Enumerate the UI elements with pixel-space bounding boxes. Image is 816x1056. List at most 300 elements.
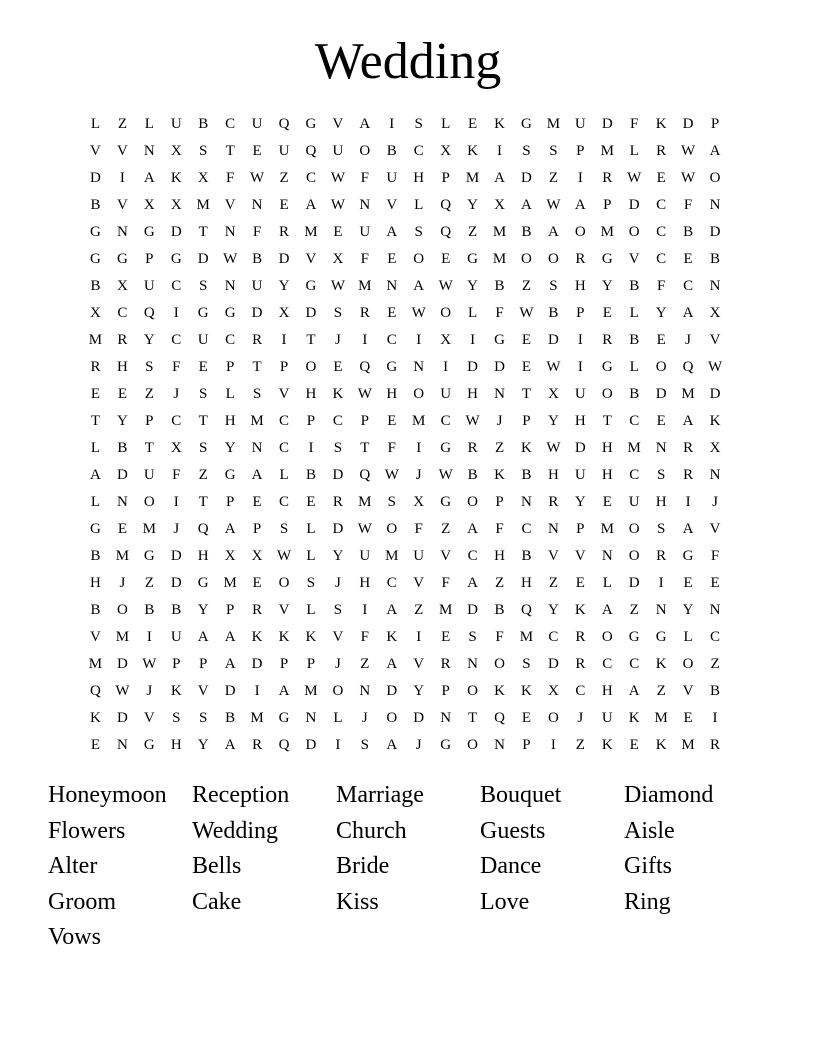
grid-letter[interactable]: N [143,143,155,159]
grid-letter[interactable]: D [170,548,182,564]
grid-letter[interactable]: O [386,710,398,726]
grid-letter[interactable]: K [494,683,505,699]
grid-letter[interactable]: W [707,359,723,375]
grid-letter[interactable]: E [387,251,397,267]
grid-letter[interactable]: W [411,305,426,321]
grid-letter[interactable]: C [629,656,640,672]
grid-letter[interactable]: N [709,278,721,294]
grid-letter[interactable]: G [467,251,479,267]
grid-letter[interactable]: B [90,278,101,294]
grid-letter[interactable]: F [360,170,370,186]
grid-letter[interactable]: I [443,359,449,375]
grid-letter[interactable]: A [224,656,236,672]
grid-letter[interactable]: Q [521,602,532,618]
grid-letter[interactable]: H [574,413,586,429]
grid-letter[interactable]: K [521,683,532,699]
grid-letter[interactable]: X [413,494,425,510]
grid-letter[interactable]: V [278,602,290,618]
grid-letter[interactable]: U [413,548,425,564]
grid-letter[interactable]: Q [359,359,371,375]
grid-letter[interactable]: P [252,521,262,537]
grid-letter[interactable]: U [440,386,452,402]
grid-letter[interactable]: L [306,521,316,537]
grid-letter[interactable]: P [279,656,289,672]
grid-letter[interactable]: N [251,440,263,456]
grid-letter[interactable]: D [90,170,101,186]
grid-letter[interactable]: D [547,332,559,348]
grid-letter[interactable]: M [196,197,210,213]
grid-letter[interactable]: B [548,305,559,321]
grid-letter[interactable]: D [709,386,721,402]
grid-letter[interactable]: M [304,224,318,240]
grid-letter[interactable]: J [712,494,718,510]
grid-letter[interactable]: D [413,710,425,726]
grid-letter[interactable]: O [359,143,371,159]
grid-letter[interactable]: H [467,386,479,402]
grid-letter[interactable]: H [386,386,398,402]
grid-letter[interactable]: A [709,143,721,159]
grid-letter[interactable]: Q [440,197,452,213]
grid-letter[interactable]: S [522,656,531,672]
grid-letter[interactable]: K [305,629,317,645]
grid-letter[interactable]: M [223,575,237,591]
grid-letter[interactable]: L [90,116,101,132]
grid-letter[interactable]: R [656,548,667,564]
grid-letter[interactable]: F [495,629,504,645]
grid-letter[interactable]: O [494,656,505,672]
grid-letter[interactable]: F [683,197,693,213]
grid-letter[interactable]: M [438,602,453,618]
grid-letter[interactable]: M [681,386,695,402]
grid-letter[interactable]: Y [547,413,559,429]
grid-letter[interactable]: P [495,494,504,510]
grid-letter[interactable]: S [199,440,208,456]
grid-letter[interactable]: Y [467,197,479,213]
grid-letter[interactable]: P [306,656,316,672]
grid-letter[interactable]: T [90,413,101,429]
grid-letter[interactable]: W [357,386,372,402]
grid-letter[interactable]: S [333,602,343,618]
grid-letter[interactable]: V [547,548,559,564]
grid-letter[interactable]: R [575,656,586,672]
grid-letter[interactable]: R [252,737,263,753]
grid-letter[interactable]: G [601,251,613,267]
grid-letter[interactable]: U [574,386,586,402]
grid-letter[interactable]: H [494,548,505,564]
grid-letter[interactable]: G [143,224,155,240]
grid-letter[interactable]: Z [441,521,451,537]
grid-letter[interactable]: I [577,359,583,375]
grid-letter[interactable]: W [546,197,561,213]
grid-letter[interactable]: S [414,224,423,240]
grid-letter[interactable]: A [413,278,425,294]
grid-letter[interactable]: G [90,224,101,240]
grid-letter[interactable]: G [224,467,236,483]
grid-letter[interactable]: P [603,197,612,213]
grid-letter[interactable]: N [224,224,236,240]
grid-letter[interactable]: Y [224,440,236,456]
grid-letter[interactable]: S [172,710,181,726]
grid-letter[interactable]: B [521,467,532,483]
grid-letter[interactable]: I [577,332,583,348]
grid-letter[interactable]: V [332,116,344,132]
grid-letter[interactable]: X [494,197,505,213]
grid-letter[interactable]: Z [144,386,154,402]
grid-letter[interactable]: D [628,197,640,213]
grid-letter[interactable]: R [440,656,451,672]
grid-letter[interactable]: K [628,710,640,726]
grid-letter[interactable]: A [197,629,209,645]
grid-letter[interactable]: W [330,170,345,186]
grid-letter[interactable]: M [358,278,372,294]
grid-letter[interactable]: Y [278,278,290,294]
grid-letter[interactable]: D [305,305,317,321]
grid-letter[interactable]: F [710,548,720,564]
grid-letter[interactable]: X [251,548,263,564]
grid-letter[interactable]: A [386,224,398,240]
grid-letter[interactable]: T [521,386,532,402]
grid-letter[interactable]: U [143,278,155,294]
grid-letter[interactable]: Z [198,467,208,483]
grid-letter[interactable]: Z [548,575,558,591]
grid-letter[interactable]: T [468,710,478,726]
grid-letter[interactable]: V [709,332,721,348]
grid-letter[interactable]: B [198,116,209,132]
grid-letter[interactable]: E [117,386,127,402]
grid-letter[interactable]: U [574,467,586,483]
grid-letter[interactable]: G [521,116,532,132]
grid-letter[interactable]: U [359,224,371,240]
grid-letter[interactable]: B [225,710,236,726]
grid-letter[interactable]: J [334,332,341,348]
grid-letter[interactable]: V [440,548,452,564]
grid-letter[interactable]: L [306,548,316,564]
grid-letter[interactable]: P [522,737,531,753]
grid-letter[interactable]: N [116,494,128,510]
grid-letter[interactable]: O [709,170,721,186]
grid-letter[interactable]: X [116,278,128,294]
grid-letter[interactable]: M [654,710,668,726]
grid-letter[interactable]: Z [494,440,505,456]
grid-letter[interactable]: G [143,548,155,564]
grid-letter[interactable]: R [602,332,613,348]
grid-letter[interactable]: C [305,170,316,186]
grid-letter[interactable]: K [655,116,667,132]
grid-letter[interactable]: V [413,575,425,591]
grid-letter[interactable]: T [360,440,370,456]
grid-letter[interactable]: H [224,413,236,429]
grid-letter[interactable]: H [601,683,613,699]
grid-letter[interactable]: X [224,548,236,564]
grid-letter[interactable]: S [549,143,558,159]
grid-letter[interactable]: U [170,116,182,132]
grid-letter[interactable]: O [440,305,452,321]
grid-letter[interactable]: Y [467,278,479,294]
grid-letter[interactable]: K [467,143,479,159]
grid-letter[interactable]: V [709,521,721,537]
grid-letter[interactable]: C [117,305,128,321]
grid-letter[interactable]: Z [548,170,558,186]
grid-letter[interactable]: I [658,575,664,591]
grid-letter[interactable]: E [683,710,693,726]
grid-letter[interactable]: K [170,683,182,699]
grid-letter[interactable]: F [172,359,181,375]
grid-letter[interactable]: S [656,467,666,483]
grid-letter[interactable]: W [142,656,157,672]
grid-letter[interactable]: S [549,278,558,294]
grid-letter[interactable]: B [467,467,478,483]
grid-letter[interactable]: C [710,629,721,645]
grid-letter[interactable]: K [278,629,290,645]
grid-letter[interactable]: W [465,413,480,429]
grid-letter[interactable]: O [413,386,425,402]
grid-letter[interactable]: L [90,494,101,510]
grid-letter[interactable]: R [90,359,101,375]
grid-letter[interactable]: M [412,413,426,429]
grid-letter[interactable]: D [332,467,344,483]
grid-letter[interactable]: I [550,737,556,753]
grid-letter[interactable]: I [362,332,368,348]
grid-letter[interactable]: K [170,170,182,186]
grid-letter[interactable]: O [547,710,559,726]
grid-letter[interactable]: K [574,602,586,618]
grid-letter[interactable]: F [360,629,370,645]
grid-letter[interactable]: U [251,278,263,294]
grid-letter[interactable]: D [251,305,263,321]
grid-letter[interactable]: F [360,251,370,267]
grid-letter[interactable]: A [628,683,640,699]
grid-letter[interactable]: C [171,413,182,429]
grid-letter[interactable]: A [386,656,398,672]
grid-letter[interactable]: C [521,521,532,537]
grid-letter[interactable]: K [386,629,398,645]
grid-letter[interactable]: L [144,116,154,132]
grid-letter[interactable]: I [362,602,368,618]
grid-letter[interactable]: J [334,575,341,591]
grid-letter[interactable]: R [332,494,343,510]
grid-letter[interactable]: R [683,467,694,483]
grid-letter[interactable]: Z [117,116,127,132]
grid-letter[interactable]: C [279,440,290,456]
grid-letter[interactable]: G [305,278,317,294]
grid-letter[interactable]: N [709,602,721,618]
grid-letter[interactable]: K [655,737,667,753]
grid-letter[interactable]: B [305,467,316,483]
grid-letter[interactable]: X [440,143,452,159]
grid-letter[interactable]: B [494,278,505,294]
grid-letter[interactable]: S [360,737,370,753]
grid-letter[interactable]: O [574,224,586,240]
grid-letter[interactable]: E [387,305,397,321]
grid-letter[interactable]: C [279,413,290,429]
grid-letter[interactable]: W [250,170,265,186]
grid-letter[interactable]: G [386,359,398,375]
grid-letter[interactable]: R [117,332,128,348]
grid-letter[interactable]: A [682,521,694,537]
grid-letter[interactable]: M [250,413,264,429]
grid-letter[interactable]: O [655,359,667,375]
grid-letter[interactable]: E [683,575,693,591]
grid-letter[interactable]: I [577,170,583,186]
grid-letter[interactable]: M [492,251,507,267]
grid-letter[interactable]: V [143,710,155,726]
grid-letter[interactable]: H [413,170,425,186]
grid-letter[interactable]: D [467,602,479,618]
grid-letter[interactable]: D [467,359,479,375]
grid-letter[interactable]: Y [601,278,613,294]
grid-letter[interactable]: Q [682,359,694,375]
grid-letter[interactable]: C [629,467,640,483]
grid-letter[interactable]: A [547,224,559,240]
grid-letter[interactable]: H [170,737,182,753]
grid-letter[interactable]: Q [278,116,290,132]
grid-letter[interactable]: F [414,521,423,537]
grid-letter[interactable]: T [198,413,208,429]
grid-letter[interactable]: E [656,170,666,186]
grid-letter[interactable]: K [655,656,667,672]
grid-letter[interactable]: J [146,683,153,699]
grid-letter[interactable]: M [358,494,372,510]
grid-letter[interactable]: W [519,305,534,321]
grid-letter[interactable]: C [225,116,236,132]
grid-letter[interactable]: Q [197,521,209,537]
grid-letter[interactable]: N [116,737,128,753]
grid-letter[interactable]: A [467,521,479,537]
grid-letter[interactable]: A [143,170,155,186]
grid-letter[interactable]: I [416,332,422,348]
grid-letter[interactable]: F [441,575,450,591]
grid-letter[interactable]: G [224,305,236,321]
grid-letter[interactable]: O [601,386,613,402]
grid-letter[interactable]: D [116,656,128,672]
grid-letter[interactable]: Z [468,224,478,240]
grid-letter[interactable]: Z [144,575,154,591]
grid-letter[interactable]: E [602,305,612,321]
grid-letter[interactable]: N [655,602,667,618]
grid-letter[interactable]: G [170,251,182,267]
grid-letter[interactable]: L [629,305,639,321]
grid-letter[interactable]: I [470,332,476,348]
grid-letter[interactable]: Q [305,143,317,159]
grid-letter[interactable]: P [576,143,585,159]
grid-letter[interactable]: B [90,197,101,213]
grid-letter[interactable]: Q [90,683,101,699]
grid-letter[interactable]: A [682,413,694,429]
grid-letter[interactable]: E [656,413,666,429]
grid-letter[interactable]: V [90,143,101,159]
grid-letter[interactable]: C [171,332,182,348]
grid-letter[interactable]: Y [413,683,425,699]
grid-letter[interactable]: P [522,413,531,429]
grid-letter[interactable]: P [199,656,208,672]
grid-letter[interactable]: A [386,602,398,618]
grid-letter[interactable]: L [414,197,424,213]
grid-letter[interactable]: O [547,251,559,267]
grid-letter[interactable]: P [225,494,235,510]
grid-letter[interactable]: C [386,575,397,591]
grid-letter[interactable]: S [414,116,423,132]
grid-letter[interactable]: M [492,224,507,240]
grid-letter[interactable]: V [386,197,398,213]
grid-letter[interactable]: F [387,440,396,456]
grid-letter[interactable]: T [225,143,235,159]
grid-letter[interactable]: L [441,116,451,132]
grid-letter[interactable]: W [330,197,345,213]
grid-letter[interactable]: E [387,413,397,429]
grid-letter[interactable]: C [683,278,694,294]
grid-letter[interactable]: C [656,197,667,213]
grid-letter[interactable]: Z [360,656,370,672]
grid-letter[interactable]: X [278,305,290,321]
grid-letter[interactable]: B [629,386,640,402]
grid-letter[interactable]: P [225,602,235,618]
grid-letter[interactable]: R [602,170,613,186]
grid-letter[interactable]: O [332,683,344,699]
grid-letter[interactable]: T [144,440,154,456]
grid-letter[interactable]: Z [414,602,424,618]
grid-letter[interactable]: O [467,737,479,753]
grid-letter[interactable]: H [305,386,317,402]
grid-letter[interactable]: W [546,359,561,375]
grid-letter[interactable]: D [116,710,128,726]
grid-letter[interactable]: T [306,332,316,348]
grid-letter[interactable]: E [306,494,316,510]
grid-letter[interactable]: B [171,602,182,618]
grid-letter[interactable]: V [332,629,344,645]
grid-letter[interactable]: D [116,467,128,483]
grid-letter[interactable]: M [115,629,130,645]
grid-letter[interactable]: C [332,413,343,429]
grid-letter[interactable]: D [682,116,694,132]
grid-letter[interactable]: N [547,521,559,537]
grid-letter[interactable]: F [225,170,235,186]
grid-letter[interactable]: T [198,494,208,510]
grid-letter[interactable]: M [385,548,399,564]
grid-letter[interactable]: P [360,413,370,429]
grid-letter[interactable]: Y [197,737,209,753]
grid-letter[interactable]: D [547,656,559,672]
grid-letter[interactable]: V [278,386,290,402]
grid-letter[interactable]: I [416,440,422,456]
grid-letter[interactable]: D [386,683,398,699]
grid-letter[interactable]: N [359,197,371,213]
grid-letter[interactable]: S [656,521,666,537]
grid-letter[interactable]: L [333,710,343,726]
grid-letter[interactable]: S [252,386,262,402]
grid-letter[interactable]: E [252,143,262,159]
grid-letter[interactable]: M [600,521,614,537]
grid-letter[interactable]: R [710,737,721,753]
grid-letter[interactable]: A [386,737,398,753]
grid-letter[interactable]: U [251,116,263,132]
grid-letter[interactable]: O [413,251,425,267]
grid-letter[interactable]: A [305,197,317,213]
grid-letter[interactable]: Y [143,332,155,348]
grid-letter[interactable]: D [709,224,721,240]
grid-letter[interactable]: E [90,386,101,402]
grid-letter[interactable]: S [468,629,477,645]
grid-letter[interactable]: L [602,575,612,591]
grid-letter[interactable]: G [197,575,209,591]
grid-letter[interactable]: F [656,278,666,294]
grid-letter[interactable]: K [494,467,505,483]
grid-letter[interactable]: M [519,629,534,645]
grid-letter[interactable]: I [146,629,152,645]
grid-letter[interactable]: P [172,656,181,672]
grid-letter[interactable]: U [628,494,640,510]
grid-letter[interactable]: E [521,332,532,348]
grid-letter[interactable]: V [682,683,694,699]
